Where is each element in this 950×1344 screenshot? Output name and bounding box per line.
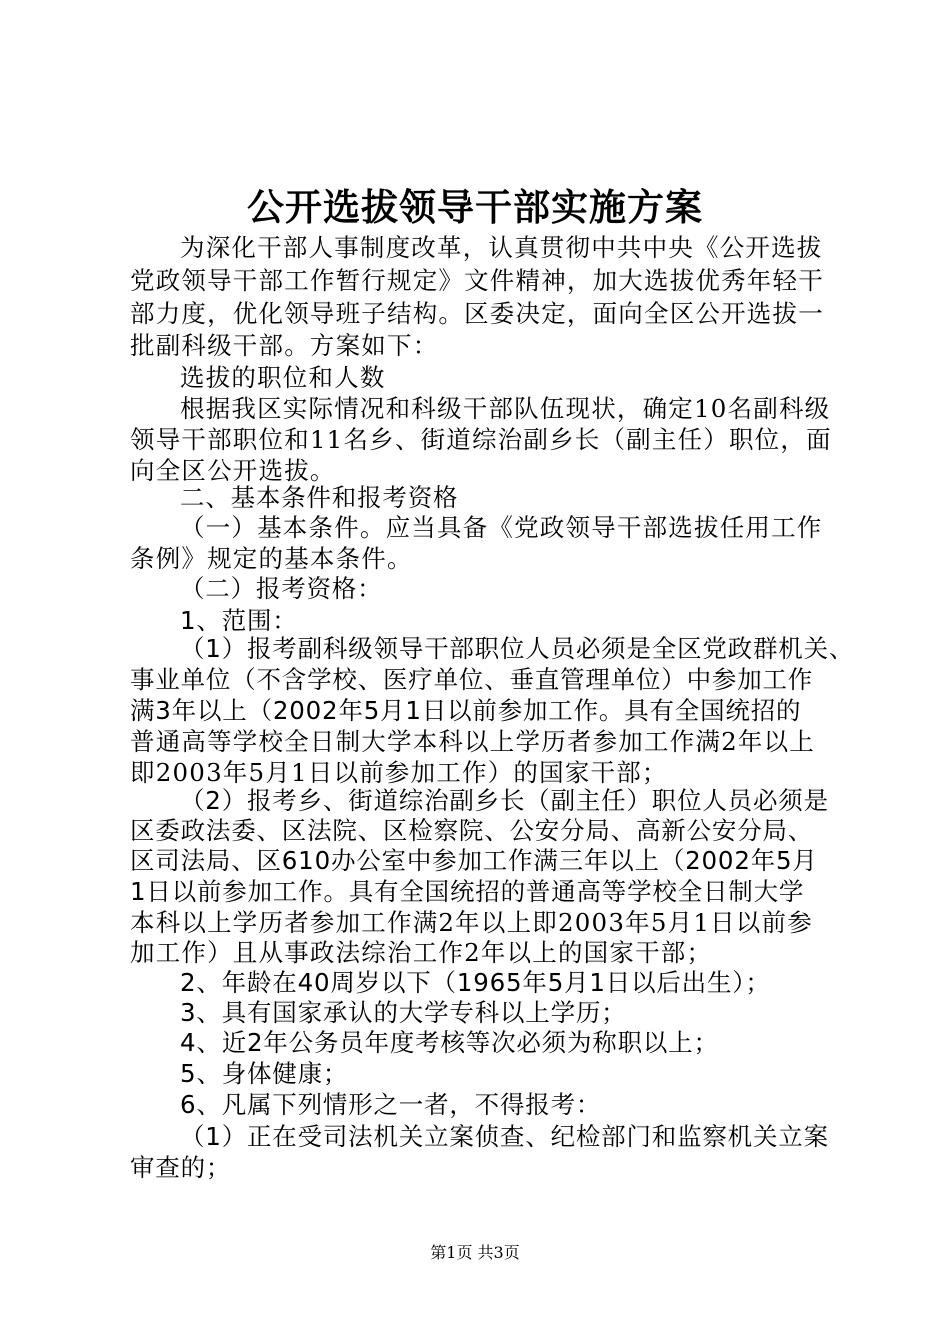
- body-line: 区司法局、区610办公室中参加工作满三年以上（2002年5月: [130, 846, 818, 875]
- body-line: （一）基本条件。应当具备《党政领导干部选拔任用工作: [180, 513, 823, 542]
- page-footer: 第1页 共3页: [430, 1243, 520, 1262]
- body-line: 满3年以上（2002年5月1日以前参加工作。具有全国统招的: [130, 696, 802, 725]
- document-title: 公开选拔领导干部实施方案: [247, 185, 703, 229]
- body-line: 选拔的职位和人数: [180, 363, 386, 392]
- body-line: 向全区公开选拔。: [130, 456, 336, 485]
- body-line: 4、近2年公务员年度考核等次必须为称职以上；: [180, 1028, 719, 1057]
- body-line: 为深化干部人事制度改革，认真贯彻中共中央《公开选拔: [180, 233, 823, 262]
- body-line: 党政领导干部工作暂行规定》文件精神，加大选拔优秀年轻干: [130, 266, 824, 295]
- body-line: 根据我区实际情况和科级干部队伍现状，确定10名副科级: [180, 394, 831, 423]
- body-line: 本科以上学历者参加工作满2年以上即2003年5月1日以前参: [130, 908, 813, 937]
- body-line: 二、基本条件和报考资格: [180, 483, 459, 512]
- body-line: 2、年龄在40周岁以下（1965年5月1日以后出生）；: [180, 968, 771, 997]
- body-line: 普通高等学校全日制大学本科以上学历者参加工作满2年以上: [130, 727, 815, 756]
- body-line: 批副科级干部。方案如下：: [130, 331, 439, 360]
- body-line: 即2003年5月1日以前参加工作）的国家干部；: [130, 758, 668, 787]
- body-line: （1）正在受司法机关立案侦查、纪检部门和监察机关立案: [180, 1122, 829, 1151]
- body-line: 领导干部职位和11名乡、街道综治副乡长（副主任）职位，面: [130, 425, 832, 454]
- body-line: 审查的；: [130, 1153, 232, 1182]
- body-line: （1）报考副科级领导干部职位人员必须是全区党政群机关、: [180, 634, 855, 663]
- body-line: 加工作）且从事政法综治工作2年以上的国家干部；: [130, 938, 713, 967]
- body-line: 条例》规定的基本条件。: [130, 544, 413, 573]
- body-line: 3、具有国家承认的大学专科以上学历；: [180, 998, 627, 1027]
- body-line: 5、身体健康；: [180, 1059, 349, 1088]
- body-line: 1、范围：: [180, 606, 298, 635]
- body-line: （二）报考资格：: [180, 574, 383, 603]
- body-line: 区委政法委、区法院、区检察院、公安分局、高新公安分局、: [130, 816, 814, 845]
- body-line: 部力度，优化领导班子结构。区委决定，面向全区公开选拔一: [130, 299, 824, 328]
- body-line: （2）报考乡、街道综治副乡长（副主任）职位人员必须是: [180, 786, 829, 815]
- body-line: 6、凡属下列情形之一者，不得报考：: [180, 1090, 602, 1119]
- body-line: 1日以前参加工作。具有全国统招的普通高等学校全日制大学: [130, 877, 805, 906]
- body-line: 事业单位（不含学校、医疗单位、垂直管理单位）中参加工作: [130, 665, 814, 694]
